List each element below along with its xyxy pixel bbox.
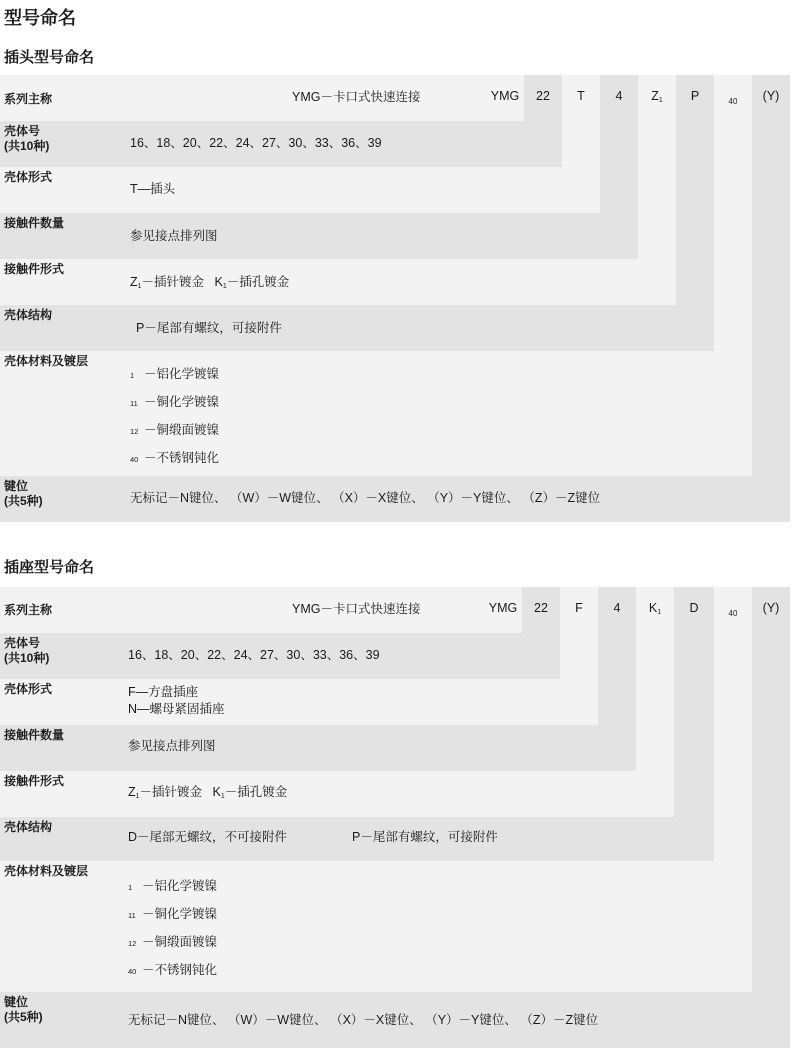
key-label-count: (共5种) — [4, 494, 43, 508]
shell-size-values: 16、18、20、22、24、27、30、33、36、39 — [130, 136, 382, 150]
contact-form-value: $Z_1-$插针镀金 $K_1-$插孔镀金 — [130, 275, 290, 290]
structure-value: D－尾部无螺纹，不可接附件 — [128, 830, 288, 844]
shell-size-label: 壳体号 — [4, 636, 41, 650]
contact-form-label: 接触件形式 — [4, 774, 65, 788]
contact-count-row — [0, 725, 636, 771]
code-contact-count: 4 — [615, 89, 623, 103]
section-title: 插头型号命名 — [4, 49, 95, 66]
code-contact-form: $K_1$ — [648, 601, 662, 616]
shell-size-values: 16、18、20、22、24、27、30、33、36、39 — [128, 648, 380, 662]
material-item: 1 －铝化学镀镍 — [130, 367, 220, 381]
contact-form-row — [0, 259, 676, 305]
structure-label: 壳体结构 — [4, 308, 53, 322]
material-item: 40 －不锈钢钝化 — [128, 963, 218, 977]
key-label: 键位 — [4, 995, 29, 1009]
code-shell-size: 22 — [536, 89, 550, 103]
shell-form-value: T—插头 — [130, 182, 176, 196]
shell-size-label: 壳体号 — [4, 124, 41, 138]
series-value: YMG－卡口式快速连接 — [292, 90, 421, 104]
contact-form-value: $Z_1-$插针镀金 $K_1-$插孔镀金 — [128, 785, 288, 800]
code-shell-form: T — [577, 89, 585, 103]
code-contact-count: 4 — [613, 601, 621, 615]
code-material: 40 — [728, 609, 738, 618]
code-series: YMG — [490, 89, 520, 103]
series-label: 系列主称 — [4, 92, 53, 106]
structure-value: P－尾部有螺纹，可接附件 — [352, 830, 498, 844]
shell-form-label: 壳体形式 — [4, 170, 53, 184]
contact-count-label: 接触件数量 — [4, 728, 65, 742]
key-values: 无标记－N键位、 （W）－W键位、 （X）－X键位、 （Y）－Y键位、 （Z）－Z键位 — [128, 1013, 599, 1027]
shell-form-value: F—方盘插座 — [128, 685, 199, 699]
shell-form-row — [0, 679, 598, 725]
code-col-key — [752, 75, 790, 522]
shell-form-value: N—螺母紧固插座 — [128, 702, 225, 716]
material-item: 40 －不锈钢钝化 — [130, 451, 220, 465]
material-label: 壳体材料及镀层 — [4, 864, 89, 878]
contact-count-label: 接触件数量 — [4, 216, 65, 230]
code-key: (Y) — [762, 601, 780, 615]
code-shell-size: 22 — [534, 601, 548, 615]
series-row-bg — [0, 587, 522, 633]
series-row-bg — [0, 75, 524, 121]
contact-form-label: 接触件形式 — [4, 262, 65, 276]
material-item: 12 －铜缎面镀镍 — [130, 423, 220, 437]
key-label-count: (共5种) — [4, 1010, 43, 1024]
shell-size-label-count: (共10种) — [4, 651, 50, 665]
code-col-key — [752, 587, 790, 1048]
series-value: YMG－卡口式快速连接 — [292, 602, 421, 616]
key-values: 无标记－N键位、 （W）－W键位、 （X）－X键位、 （Y）－Y键位、 （Z）－Z键位 — [130, 491, 601, 505]
code-structure: P — [690, 89, 700, 103]
code-key: (Y) — [762, 89, 780, 103]
code-material: 40 — [728, 97, 738, 106]
contact-form-row — [0, 771, 674, 817]
material-item: 12 －铜缎面镀镍 — [128, 935, 218, 949]
shell-form-row — [0, 167, 600, 213]
code-series: YMG — [488, 601, 518, 615]
material-label: 壳体材料及镀层 — [4, 354, 89, 368]
structure-value: P－尾部有螺纹，可接附件 — [136, 321, 282, 335]
series-label: 系列主称 — [4, 603, 53, 617]
section-title: 插座型号命名 — [4, 559, 95, 576]
page-title: 型号命名 — [4, 8, 76, 28]
contact-count-row — [0, 213, 638, 259]
code-contact-form: $Z_1$ — [651, 89, 663, 104]
contact-count-value: 参见接点排列图 — [128, 739, 216, 753]
code-structure: D — [689, 601, 699, 615]
structure-row — [0, 305, 714, 351]
contact-count-value: 参见接点排列图 — [130, 229, 218, 243]
material-row — [0, 351, 752, 476]
key-label: 键位 — [4, 479, 29, 493]
code-shell-form: F — [575, 601, 583, 615]
shell-size-label-count: (共10种) — [4, 139, 50, 153]
material-row — [0, 861, 752, 992]
structure-label: 壳体结构 — [4, 820, 53, 834]
material-item: 11 －铜化学镀镍 — [128, 907, 218, 921]
material-item: 1 －铝化学镀镍 — [128, 879, 218, 893]
material-item: 11 －铜化学镀镍 — [130, 395, 220, 409]
shell-form-label: 壳体形式 — [4, 682, 53, 696]
